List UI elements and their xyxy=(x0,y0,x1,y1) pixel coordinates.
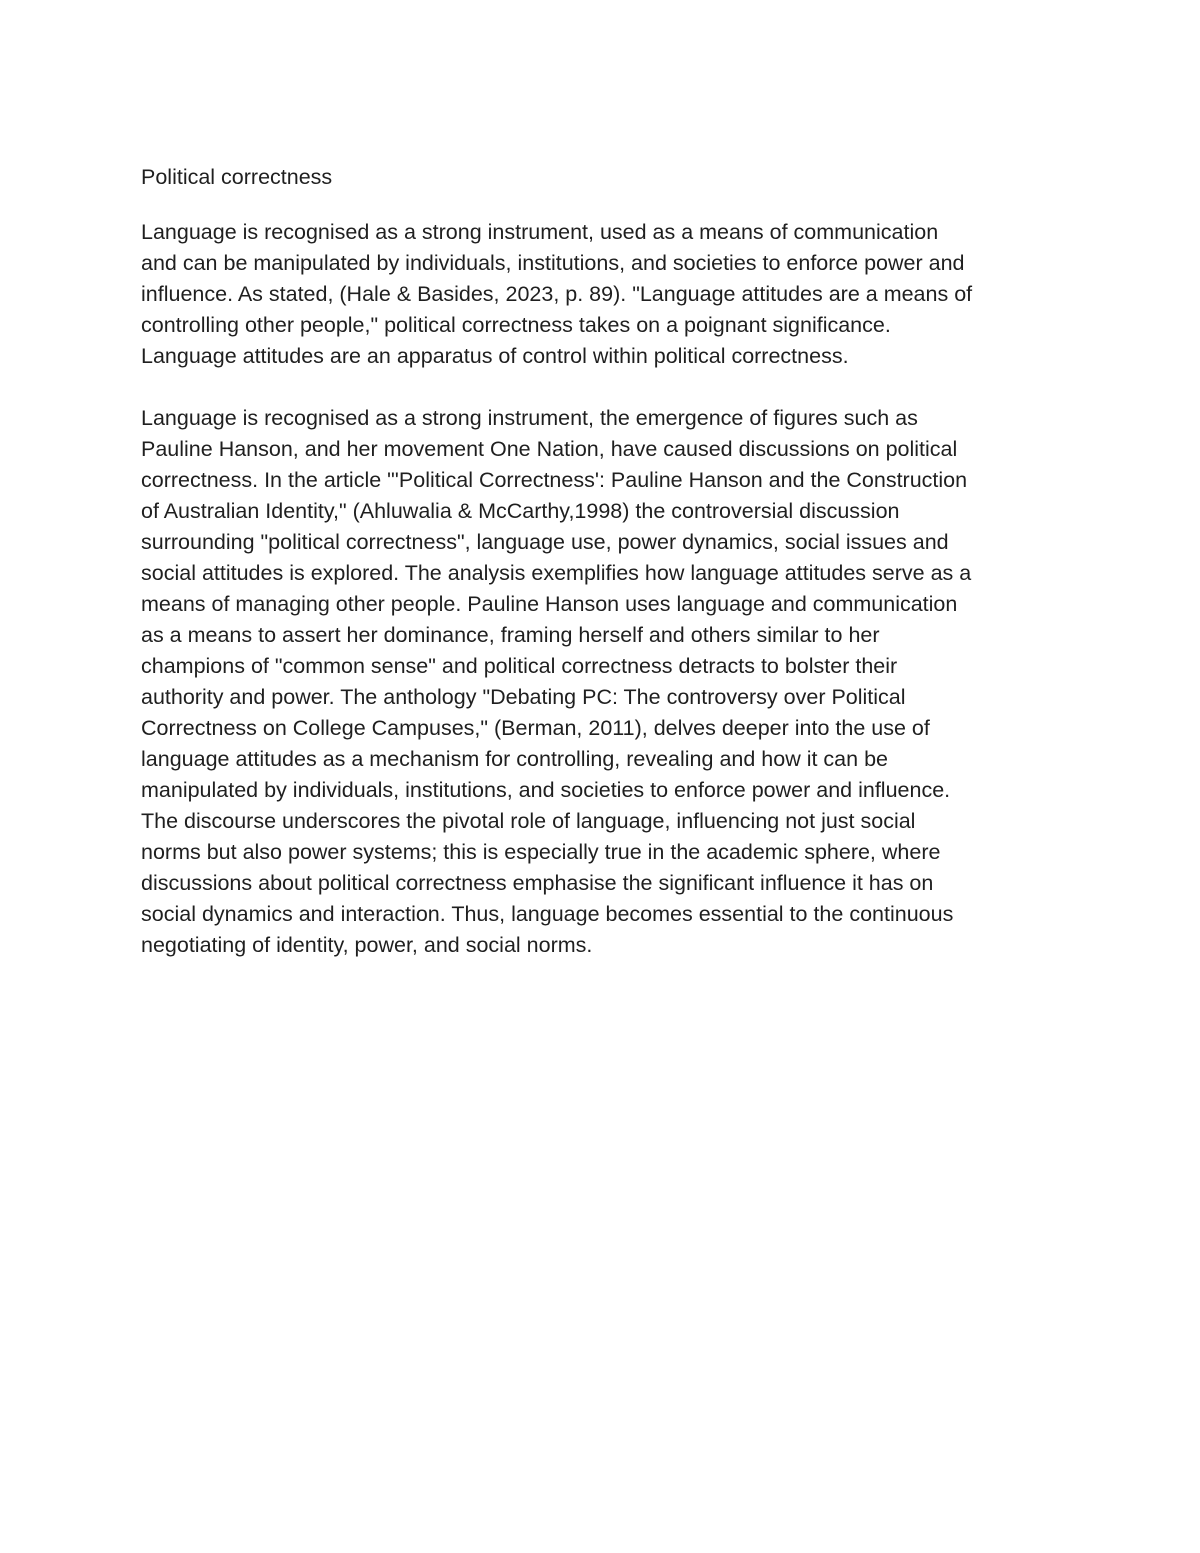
document-title: Political correctness xyxy=(141,165,333,189)
text-line: influence. As stated, (Hale & Basides, 2023, p. 89). "Language attitudes are a means of xyxy=(141,282,973,306)
text-line: controlling other people," political correctness takes on a poignant significance. xyxy=(141,313,891,337)
text-line: as a means to assert her dominance, framing herself and others similar to her xyxy=(141,623,880,647)
text-line: discussions about political correctness emphasise the significant influence it has on xyxy=(141,871,934,895)
text-line: and can be manipulated by individuals, institutions, and societies to enforce power and xyxy=(141,251,965,275)
text-line: Pauline Hanson, and her movement One Nation, have caused discussions on political xyxy=(141,437,958,461)
paragraph-1 xyxy=(141,217,1061,372)
text-line: champions of "common sense" and political correctness detracts to bolster their xyxy=(141,654,898,678)
text-line: Language is recognised as a strong instrument, the emergence of figures such as xyxy=(141,406,918,430)
text-line: The discourse underscores the pivotal role of language, influencing not just social xyxy=(141,809,916,833)
text-line: Language is recognised as a strong instrument, used as a means of communication xyxy=(141,220,939,244)
paragraph-2 xyxy=(141,403,1061,961)
text-line: negotiating of identity, power, and social norms. xyxy=(141,933,593,957)
text-line: norms but also power systems; this is especially true in the academic sphere, where xyxy=(141,840,941,864)
text-line: Language attitudes are an apparatus of control within political correctness. xyxy=(141,344,849,368)
text-line: language attitudes as a mechanism for controlling, revealing and how it can be xyxy=(141,747,888,771)
text-line: surrounding "political correctness", language use, power dynamics, social issues and xyxy=(141,530,949,554)
text-line: social attitudes is explored. The analysis exemplifies how language attitudes serve as a xyxy=(141,561,972,585)
text-line: correctness. In the article "'Political Correctness': Pauline Hanson and the Construction xyxy=(141,468,968,492)
text-line: Correctness on College Campuses," (Berman, 2011), delves deeper into the use of xyxy=(141,716,930,740)
paragraph-gap xyxy=(141,372,1061,403)
text-line: social dynamics and interaction. Thus, language becomes essential to the continuous xyxy=(141,902,954,926)
text-line: manipulated by individuals, institutions, and societies to enforce power and influence. xyxy=(141,778,951,802)
text-line: authority and power. The anthology "Debating PC: The controversy over Political xyxy=(141,685,906,709)
document-body xyxy=(141,162,1061,961)
text-line: of Australian Identity," (Ahluwalia & McCarthy,1998) the controversial discussion xyxy=(141,499,900,523)
text-line: means of managing other people. Pauline Hanson uses language and communication xyxy=(141,592,958,616)
